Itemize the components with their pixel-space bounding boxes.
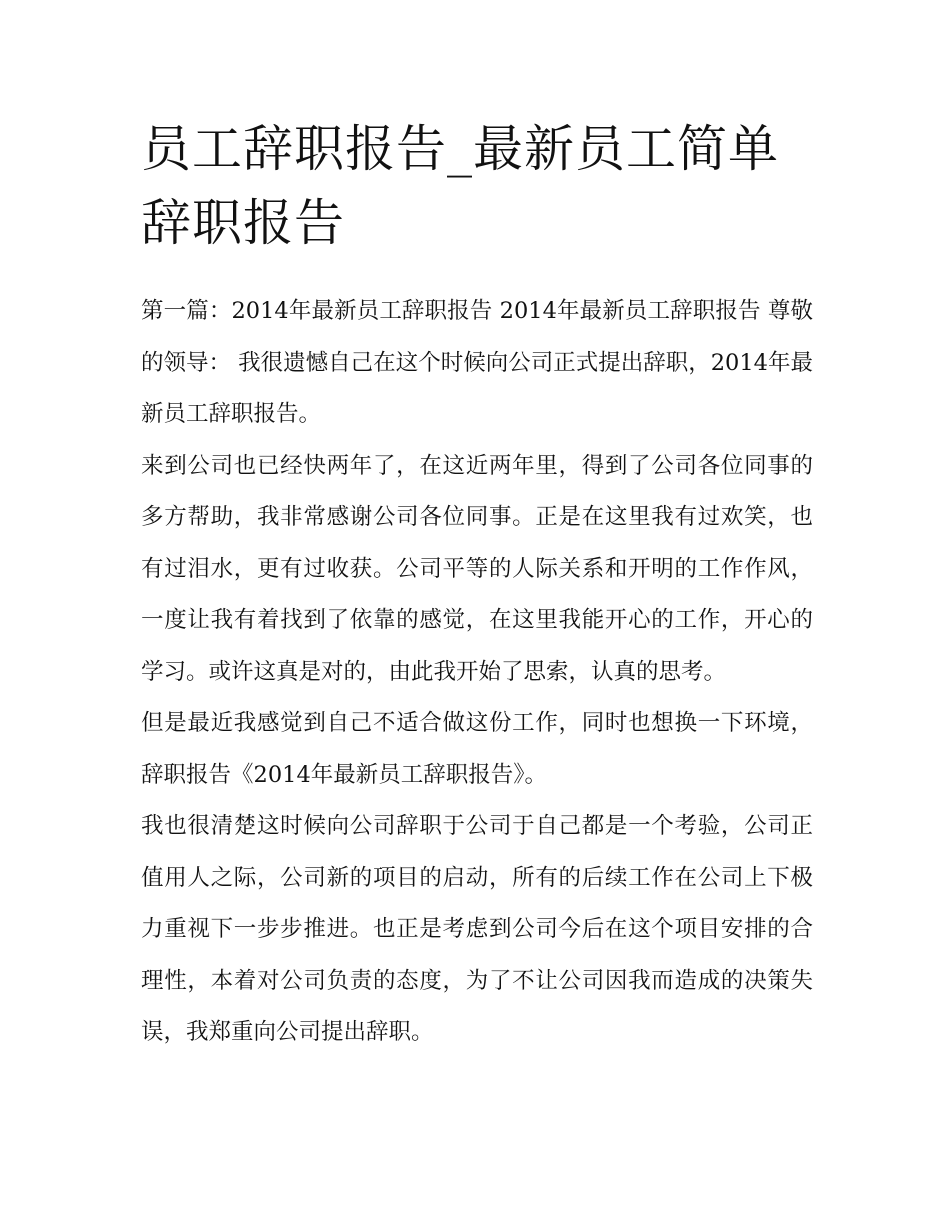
document-page <box>141 112 813 1059</box>
document-title: 员工辞职报告_最新员工简单辞职报告 <box>141 120 779 252</box>
document-body <box>141 286 813 1059</box>
paragraph-2: 来到公司也已经快两年了，在这近两年里，得到了公司各位同事的多方帮助，我非常感谢公司各位同事。正是在这里我有过欢笑，也有过泪水，更有过收获。公司平等的人际关系和开明的工作作风，一度让我有着找到了依靠的感觉，在这里我能开心的工作，开心的学习。或许这真是对的，由此我开始了思索，认真的思考。 <box>141 452 813 685</box>
paragraph-3: 但是最近我感觉到自己不适合做这份工作，同时也想换一下环境，辞职报告《2014年最新员工辞职报告》。 <box>141 710 813 788</box>
paragraph-1: 第一篇：2014年最新员工辞职报告 2014年最新员工辞职报告 尊敬的领导： 我很遗憾自己在这个时候向公司正式提出辞职，2014年最新员工辞职报告。 <box>141 298 813 427</box>
paragraph-4: 我也很清楚这时候向公司辞职于公司于自己都是一个考验，公司正值用人之际，公司新的项目的启动，所有的后续工作在公司上下极力重视下一步步推进。也正是考虑到公司今后在这个项目安排的合理性，本着对公司负责的态度，为了不让公司因我而造成的决策失误，我郑重向公司提出辞职。 <box>141 813 813 1045</box>
